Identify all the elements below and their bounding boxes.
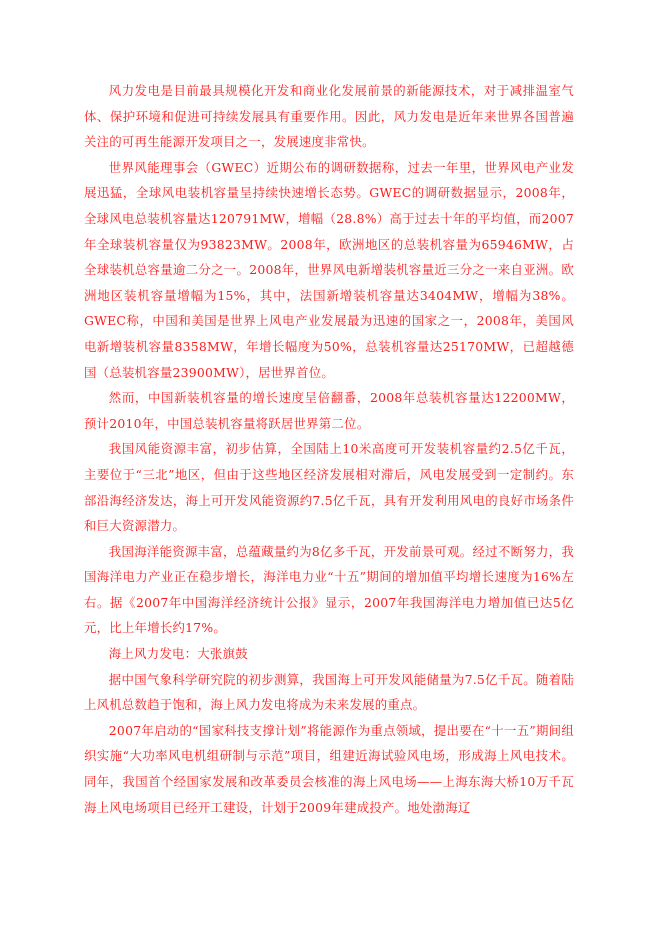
- document-body: [84, 78, 574, 820]
- section-heading-offshore-wind: 海上风力发电：大张旗鼓: [108, 646, 248, 662]
- paragraph-gwec-report: 世界风能理事会（GWEC）近期公布的调研数据称，过去一年里，世界风电产业发展迅猛，全球风电装机容量呈持续快速增长态势。GWEC的调研数据显示，2008年，全球风电总装机容量达120791MW，增幅（28.8%）高于过去十年的平均值，而2007年全球装机容量仅为93823MW。2008年，欧洲地区的总装机容量为65946MW，占全球装机总容量逾二分之一。2008年，世界风电新增装机容量近三分之一来自亚洲。欧洲地区装机容量增幅为15%，其中，法国新增装机容量达3404MW，增幅为38%。GWEC称，中国和美国是世界上风电产业发展最为迅速的国家之一，2008年，美国风电新增装机容量8358MW，年增长幅度为50%，总装机容量达25170MW，已超越德国（总装机容量23900MW），居世界首位。: [84, 159, 574, 380]
- paragraph-wind-resources: 我国风能资源丰富，初步估算，全国陆上10米高度可开发装机容量约2.5亿千瓦，主要位于“三北”地区，但由于这些地区经济发展相对滞后，风电发展受到一定制约。东部沿海经济发达，海上可开发风能资源约7.5亿千瓦，具有开发利用风电的良好市场条件和巨大资源潜力。: [84, 441, 574, 534]
- paragraph-support-plan: 2007年启动的“国家科技支撑计划”将能源作为重点领域，提出要在“十一五”期间组织实施“大功率风电机组研制与示范”项目，组建近海试验风电场，形成海上风电技术。同年，我国首个经国家发展和改革委员会核准的海上风电场——上海东海大桥10万千瓦海上风电场项目已经开工建设，计划于2009年建成投产。地处渤海辽: [84, 722, 574, 815]
- paragraph-offshore-reserves: 据中国气象科学研究院的初步测算，我国海上可开发风能储量为7.5亿千瓦。随着陆上风机总数趋于饱和，海上风力发电将成为未来发展的重点。: [84, 671, 574, 713]
- paragraph-ocean-energy: 我国海洋能资源丰富，总蕴藏量约为8亿多千瓦，开发前景可观。经过不断努力，我国海洋电力产业正在稳步增长，海洋电力业“十五”期间的增加值平均增长速度为16%左右。据《2007年中国海洋经济统计公报》显示，2007年我国海洋电力增加值已达5亿元，比上年增长约17%。: [84, 543, 574, 636]
- paragraph-china-growth: 然而，中国新装机容量的增长速度呈倍翻番，2008年总装机容量达12200MW，预计2010年，中国总装机容量将跃居世界第二位。: [84, 390, 574, 431]
- paragraph-wind-power-intro: 风力发电是目前最具规模化开发和商业化发展前景的新能源技术，对于减排温室气体、保护环境和促进可持续发展具有重要作用。因此，风力发电是近年来世界各国普遍关注的可再生能源开发项目之一，发展速度非常快。: [84, 83, 574, 150]
